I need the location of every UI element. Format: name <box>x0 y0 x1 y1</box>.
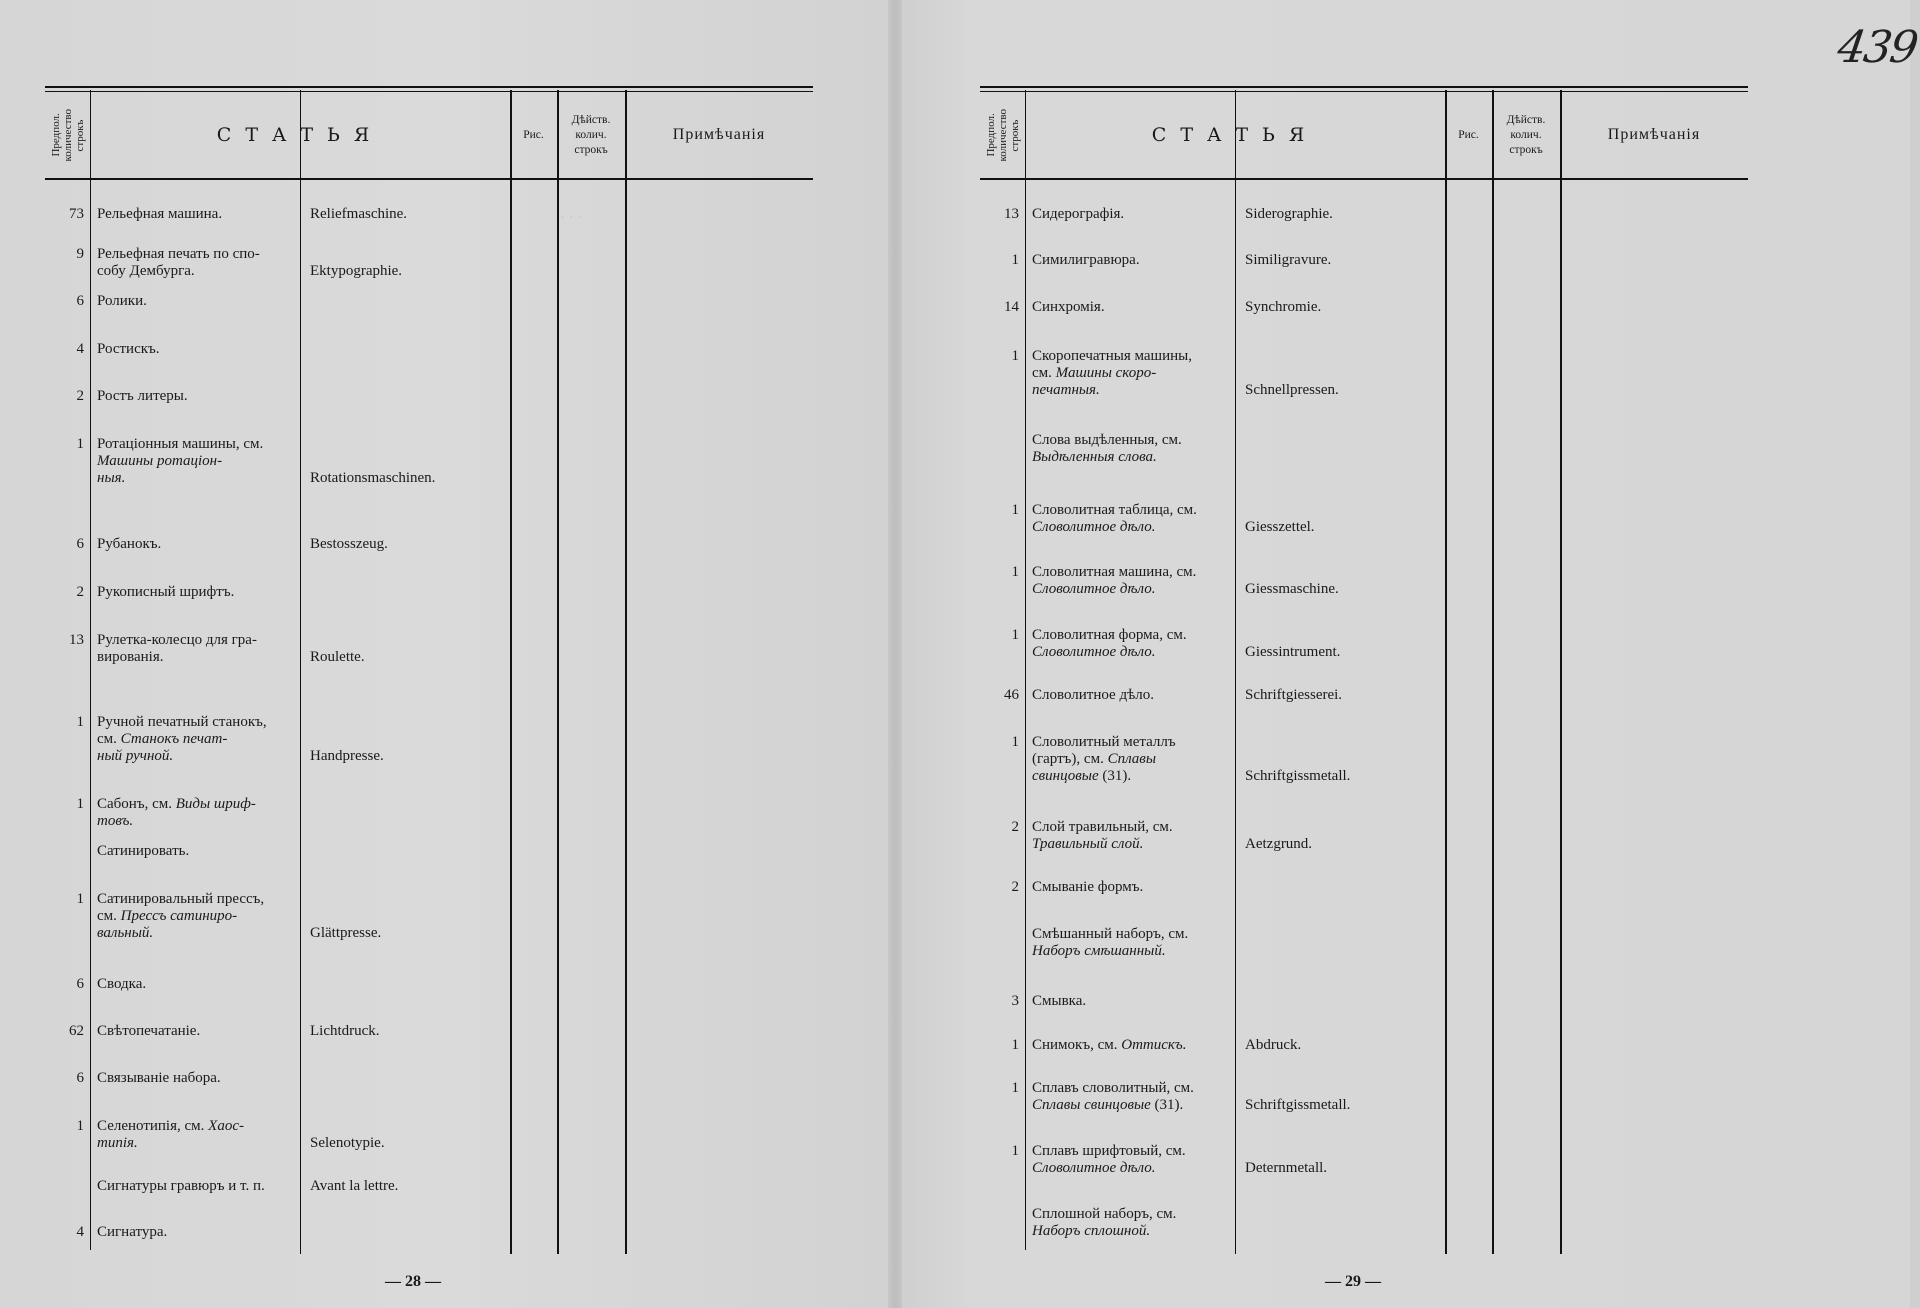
right-row-article <box>1032 1143 1228 1177</box>
right-header-actual-label: Дѣйств. колич. строкъ <box>1506 113 1546 156</box>
left-row-german: Handpresse. <box>310 748 384 764</box>
left-rule-v <box>557 90 559 1254</box>
left-row-german: Lichtdruck. <box>310 1023 380 1039</box>
left-row-article-line: Сигнатура. <box>97 1224 168 1240</box>
left-header-fig-label: Рис. <box>523 128 544 141</box>
right-row-article <box>1032 993 1228 1010</box>
right-row-german: Similigravure. <box>1245 252 1332 268</box>
left-row-article-line: Ростъ литеры. <box>97 388 188 404</box>
left-row-count: 1 <box>76 714 84 730</box>
left-header-actual-label: Дѣйств. колич. строкъ <box>571 113 611 156</box>
left-row-german: Ektypographie. <box>310 263 403 279</box>
right-header-notes <box>1560 92 1748 178</box>
right-header-notes-label: Примѣчанія <box>1607 126 1701 143</box>
left-row-article <box>97 341 293 358</box>
left-row-article-line: ныя. <box>97 470 126 486</box>
left-row-article <box>97 536 293 553</box>
left-row-article <box>97 206 293 223</box>
right-row-article <box>1032 819 1228 853</box>
left-row-count: 6 <box>76 293 84 309</box>
left-row-article-line: Ротаціонныя машины, см. <box>97 436 264 452</box>
right-row-article <box>1032 926 1228 960</box>
left-row-count: 13 <box>69 632 84 648</box>
left-row-german: Selenotypie. <box>310 1135 385 1151</box>
right-row-article-line: Смывка. <box>1032 993 1087 1009</box>
right-row-article-line: Сплавъ шрифтовый, см. <box>1032 1143 1186 1159</box>
left-row-german: Rotationsmaschinen. <box>310 470 436 486</box>
right-row-german: Siderographie. <box>1245 206 1333 222</box>
left-row-article-line: см. Станокъ печат- <box>97 731 228 747</box>
left-row-article-line: Рельефная машина. <box>97 206 223 222</box>
book-gutter <box>888 0 902 1308</box>
left-row-count: 6 <box>76 976 84 992</box>
right-row-german: Giessintrument. <box>1245 644 1341 660</box>
left-row-count: 2 <box>76 388 84 404</box>
right-row-article <box>1032 879 1228 896</box>
left-row-article <box>97 388 293 405</box>
left-row-count: 6 <box>76 1070 84 1086</box>
left-header-count <box>45 92 90 178</box>
right-row-count: 13 <box>1004 206 1019 222</box>
left-row-article-line: Сатинировальный прессъ, <box>97 891 265 907</box>
left-header-count-label: Предпол. количество строкъ <box>49 108 86 162</box>
right-header-article <box>1025 92 1445 178</box>
right-row-article-line: Сплавы свинцовые (31). <box>1032 1097 1184 1113</box>
right-row-article-line: Сплошной наборъ, см. <box>1032 1206 1177 1222</box>
left-row-german: Reliefmaschine. <box>310 206 408 222</box>
right-row-german: Schriftgiesserei. <box>1245 687 1343 703</box>
left-row-article-line: Ролики. <box>97 293 147 309</box>
right-row-article-line: Словолитное дѣло. <box>1032 644 1156 660</box>
right-row-article-line: Словолитное дѣло. <box>1032 519 1156 535</box>
left-row-article-line: Рубанокъ. <box>97 536 162 552</box>
right-row-article-line: (гартъ), см. Сплавы <box>1032 751 1156 767</box>
right-row-article-line: печатныя. <box>1032 382 1100 398</box>
right-row-article <box>1032 206 1228 223</box>
right-row-count: 46 <box>1004 687 1019 703</box>
left-row-article <box>97 976 293 993</box>
left-rule-v <box>625 90 627 1254</box>
right-row-article-line: Слова выдѣленныя, см. <box>1032 432 1182 448</box>
left-row-article <box>97 293 293 310</box>
right-row-article-line: см. Машины скоро- <box>1032 365 1157 381</box>
left-row-article <box>97 891 293 942</box>
right-row-article-line: Травильный слой. <box>1032 836 1144 852</box>
left-row-article-line: Селенотипія, см. Хаос- <box>97 1118 244 1134</box>
left-row-article-line: вальный. <box>97 925 154 941</box>
show-through-text: · · · <box>560 210 583 226</box>
left-rule-v <box>510 90 512 1254</box>
right-row-article-line: Словолитное дѣло. <box>1032 581 1156 597</box>
right-row-count: 1 <box>1011 348 1019 364</box>
right-row-count: 1 <box>1011 734 1019 750</box>
right-row-article-line: Словолитная таблица, см. <box>1032 502 1197 518</box>
right-header-count <box>980 92 1025 178</box>
left-row-article-line: ный ручной. <box>97 748 174 764</box>
left-row-article <box>97 1070 293 1087</box>
right-row-article <box>1032 627 1228 661</box>
right-row-count: 1 <box>1011 1143 1019 1159</box>
left-row-article <box>97 436 293 487</box>
left-row-article <box>97 1224 293 1241</box>
left-row-article-line: Связываніе набора. <box>97 1070 221 1086</box>
right-row-german: Giessmaschine. <box>1245 581 1339 597</box>
left-row-article-line: Сводка. <box>97 976 147 992</box>
left-row-count: 9 <box>76 246 84 262</box>
right-row-article <box>1032 734 1228 785</box>
right-row-article <box>1032 687 1228 704</box>
right-row-article-line: Смываніе формъ. <box>1032 879 1144 895</box>
left-row-article <box>97 584 293 601</box>
left-row-article-line: Рельефная печать по спо- <box>97 246 260 262</box>
right-row-article-line: Смѣшанный наборъ, см. <box>1032 926 1189 942</box>
right-row-count: 1 <box>1011 252 1019 268</box>
right-rule-h <box>980 86 1748 88</box>
left-rule-h <box>45 178 813 180</box>
right-row-german: Deternmetall. <box>1245 1160 1328 1176</box>
left-row-count: 1 <box>76 1118 84 1134</box>
left-header-fig <box>510 92 557 178</box>
right-row-article <box>1032 1037 1228 1054</box>
right-rule-h <box>980 178 1748 180</box>
right-row-article-line: Сидерографія. <box>1032 206 1125 222</box>
right-row-german: Schriftgissmetall. <box>1245 768 1351 784</box>
right-row-german: Abdruck. <box>1245 1037 1302 1053</box>
right-row-article <box>1032 564 1228 598</box>
left-row-count: 1 <box>76 891 84 907</box>
right-row-article <box>1032 1206 1228 1240</box>
left-row-count: 73 <box>69 206 84 222</box>
left-row-article-line: Сатинировать. <box>97 843 190 859</box>
left-row-article <box>97 796 293 830</box>
left-rule-v <box>90 178 91 1250</box>
right-row-german: Aetzgrund. <box>1245 836 1313 852</box>
left-row-article-line: товъ. <box>97 813 134 829</box>
left-row-article-line: типія. <box>97 1135 138 1151</box>
left-header-actual <box>557 92 625 178</box>
left-row-count: 62 <box>69 1023 84 1039</box>
right-header-article-label: СТАТЬЯ <box>1151 124 1319 146</box>
right-row-german: Schriftgissmetall. <box>1245 1097 1351 1113</box>
left-row-german: Roulette. <box>310 649 365 665</box>
right-row-count: 1 <box>1011 564 1019 580</box>
left-row-german: Avant la lettre. <box>310 1178 399 1194</box>
right-row-article <box>1032 348 1228 399</box>
left-header-notes-label: Примѣчанія <box>672 126 766 143</box>
left-header-article-label: СТАТЬЯ <box>216 124 384 146</box>
right-row-german: Giesszettel. <box>1245 519 1315 535</box>
right-row-german: Schnellpressen. <box>1245 382 1339 398</box>
right-row-count: 2 <box>1011 879 1019 895</box>
right-row-article <box>1032 502 1228 536</box>
right-row-article-line: Скоропечатныя машины, <box>1032 348 1192 364</box>
left-row-article-line: см. Прессъ сатиниро- <box>97 908 238 924</box>
left-row-article-line: Рукописный шрифтъ. <box>97 584 235 600</box>
right-header-count-label: Предпол. количество строкъ <box>984 108 1021 162</box>
right-row-count: 1 <box>1011 502 1019 518</box>
right-row-article-line: Наборъ смѣшанный. <box>1032 943 1166 959</box>
page-number-right: — 29 — <box>1325 1273 1381 1290</box>
right-row-count: 14 <box>1004 299 1019 315</box>
left-row-article-line: Свѣтопечатаніе. <box>97 1023 201 1039</box>
left-row-article-line: собу Дембурга. <box>97 263 195 279</box>
right-row-article-line: Словолитный металлъ <box>1032 734 1176 750</box>
left-row-article-line: Ручной печатный станокъ, <box>97 714 267 730</box>
right-row-count: 1 <box>1011 627 1019 643</box>
right-row-article-line: Словолитная форма, см. <box>1032 627 1187 643</box>
left-row-article <box>97 1178 293 1195</box>
right-row-article-line: Словолитное дѣло. <box>1032 1160 1156 1176</box>
right-rule-v <box>1560 90 1562 1254</box>
left-row-count: 6 <box>76 536 84 552</box>
left-row-article <box>97 1118 293 1152</box>
left-row-count: 1 <box>76 796 84 812</box>
right-rule-v <box>1025 178 1026 1250</box>
left-table <box>45 86 813 1254</box>
left-row-count: 4 <box>76 1224 84 1240</box>
right-row-article-line: Словолитное дѣло. <box>1032 687 1154 703</box>
right-row-count: 1 <box>1011 1080 1019 1096</box>
right-header-fig <box>1445 92 1492 178</box>
right-row-article-line: Синхромія. <box>1032 299 1105 315</box>
right-row-article-line: Наборъ сплошной. <box>1032 1223 1151 1239</box>
left-rule-v <box>300 90 301 1254</box>
left-row-article-line: Ростискъ. <box>97 341 160 357</box>
right-row-article <box>1032 432 1228 466</box>
left-row-german: Bestosszeug. <box>310 536 388 552</box>
right-row-article-line: Симилигравюра. <box>1032 252 1140 268</box>
right-row-article-line: Слой травильный, см. <box>1032 819 1173 835</box>
left-row-article <box>97 246 293 280</box>
left-row-count: 2 <box>76 584 84 600</box>
left-row-article <box>97 714 293 765</box>
right-table <box>980 86 1748 1254</box>
left-row-count: 1 <box>76 436 84 452</box>
right-row-article-line: Снимокъ, см. Оттискъ. <box>1032 1037 1187 1053</box>
right-row-article <box>1032 1080 1228 1114</box>
left-row-article-line: Сигнатуры гравюръ и т. п. <box>97 1178 265 1194</box>
right-row-count: 1 <box>1011 1037 1019 1053</box>
right-row-article-line: Выдѣленныя слова. <box>1032 449 1157 465</box>
left-row-article <box>97 1023 293 1040</box>
page-number-left: — 28 — <box>385 1273 441 1290</box>
left-header-notes <box>625 92 813 178</box>
left-header-article <box>90 92 510 178</box>
right-row-article-line: Сплавъ словолитный, см. <box>1032 1080 1194 1096</box>
left-row-article-line: Сабонъ, см. Виды шриф- <box>97 796 256 812</box>
right-header-fig-label: Рис. <box>1458 128 1479 141</box>
left-row-german: Glättpresse. <box>310 925 382 941</box>
right-rule-v <box>1492 90 1494 1254</box>
left-rule-h <box>45 86 813 88</box>
right-row-article-line: Словолитная машина, см. <box>1032 564 1197 580</box>
right-rule-v <box>1445 90 1447 1254</box>
right-row-count: 2 <box>1011 819 1019 835</box>
right-row-count: 3 <box>1011 993 1019 1009</box>
right-header-actual <box>1492 92 1560 178</box>
left-row-count: 4 <box>76 341 84 357</box>
left-row-article-line: Машины ротаціон- <box>97 453 223 469</box>
left-row-article <box>97 632 293 666</box>
handwritten-page-number: 439 <box>1834 22 1920 73</box>
left-row-article <box>97 843 293 860</box>
right-row-german: Synchromie. <box>1245 299 1322 315</box>
right-row-article <box>1032 299 1228 316</box>
right-row-article <box>1032 252 1228 269</box>
right-rule-v <box>1235 90 1236 1254</box>
left-row-article-line: вированія. <box>97 649 164 665</box>
right-row-article-line: свинцовые (31). <box>1032 768 1132 784</box>
left-row-article-line: Рулетка-колесцо для гра- <box>97 632 257 648</box>
